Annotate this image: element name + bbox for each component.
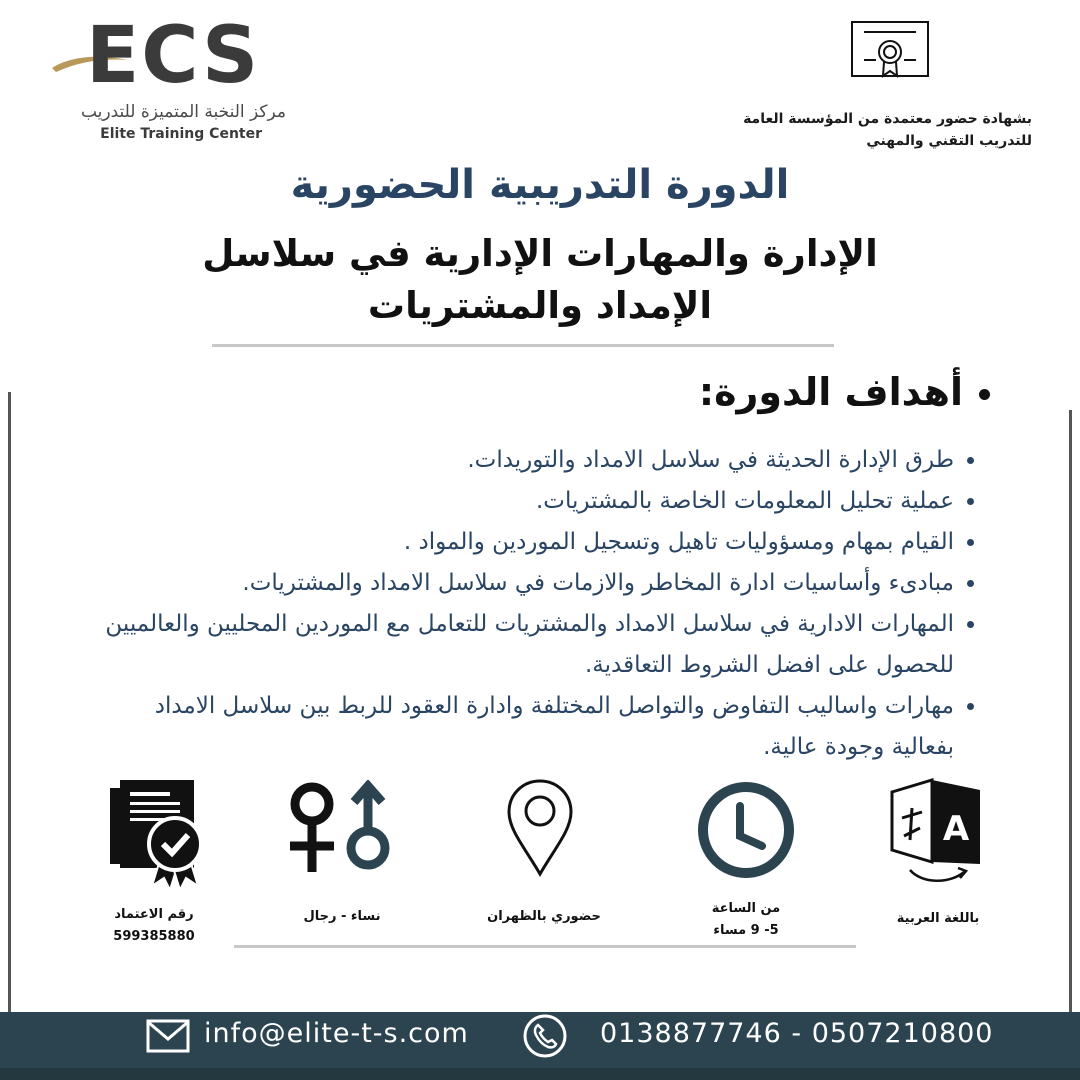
- bullet: [967, 621, 974, 628]
- course-heading: الدورة التدريبية الحضورية: [290, 162, 790, 208]
- contact-phones[interactable]: 0138877746 - 0507210800: [600, 1018, 994, 1049]
- right-border-line: [1069, 410, 1072, 1030]
- objectives-title-text: أهداف الدورة:: [698, 370, 963, 414]
- bullet: [967, 703, 974, 710]
- list-item: القيام بمهام ومسؤوليات تاهيل وتسجيل الموردين والمواد .: [90, 522, 978, 563]
- clock-icon: [696, 780, 796, 880]
- bullet: [967, 580, 974, 587]
- location-label: حضوري بالظهران: [487, 909, 601, 924]
- accreditation-number: 599385880: [113, 929, 195, 944]
- time-label-line1: من الساعة: [711, 901, 781, 916]
- bullet: [967, 498, 974, 505]
- accreditation-label-line1: رقم الاعتماد: [114, 907, 194, 922]
- features-divider: [234, 945, 856, 948]
- objectives-list: [90, 440, 978, 768]
- logo-abbreviation: ECS: [86, 11, 261, 101]
- language-label: باللغة العربية: [896, 911, 980, 926]
- time-label: [676, 898, 816, 942]
- objectives-title-bullet: [979, 389, 990, 400]
- accreditation-icon: [108, 778, 208, 890]
- list-item: عملية تحليل المعلومات الخاصة بالمشتريات.: [90, 481, 978, 522]
- phone-icon: [522, 1013, 568, 1059]
- list-item: المهارات الادارية في سلاسل الامداد والمشتريات للتعامل مع الموردين المحليين والعالميين للحصول على افضل الشروط التعاقدية.: [90, 604, 978, 686]
- svg-text:A: A: [942, 809, 970, 849]
- title-divider: [212, 344, 834, 347]
- footer-bottom-strip: [0, 1068, 1080, 1080]
- bullet: [967, 457, 974, 464]
- time-label-line2: 5- 9 مساء: [713, 923, 779, 938]
- list-item: مهارات واساليب التفاوض والتواصل المختلفة وادارة العقود للربط بين سلاسل الامداد بفعالية وجودة عالية.: [90, 686, 978, 768]
- course-title: الإدارة والمهارات الإدارية في سلاسل الإمداد والمشتريات: [202, 232, 878, 327]
- bullet: [967, 539, 974, 546]
- list-item: طرق الإدارة الحديثة في سلاسل الامداد والتوريدات.: [90, 440, 978, 481]
- objectives-title: [600, 370, 990, 414]
- accreditation-label: [84, 904, 224, 948]
- left-border-line: [8, 392, 11, 1012]
- list-item: مبادىء وأساسيات ادارة المخاطر والازمات في سلاسل الامداد والمشتريات.: [90, 563, 978, 604]
- logo-english-name: Elite Training Center: [100, 126, 262, 142]
- certificate-icon: [850, 20, 930, 80]
- contact-email[interactable]: info@elite-t-s.com: [204, 1018, 469, 1049]
- certificate-text: بشهادة حضور معتمدة من المؤسسة العامة للتدريب التقني والمهني: [743, 111, 1032, 149]
- mail-icon: [146, 1019, 190, 1053]
- gender-label: نساء - رجال: [303, 909, 381, 924]
- gender-icon: [284, 780, 396, 874]
- logo-arabic-name: مركز النخبة المتميزة للتدريب: [80, 102, 286, 122]
- location-pin-icon: [505, 778, 575, 878]
- translate-icon: [888, 778, 984, 888]
- logo: [50, 11, 290, 144]
